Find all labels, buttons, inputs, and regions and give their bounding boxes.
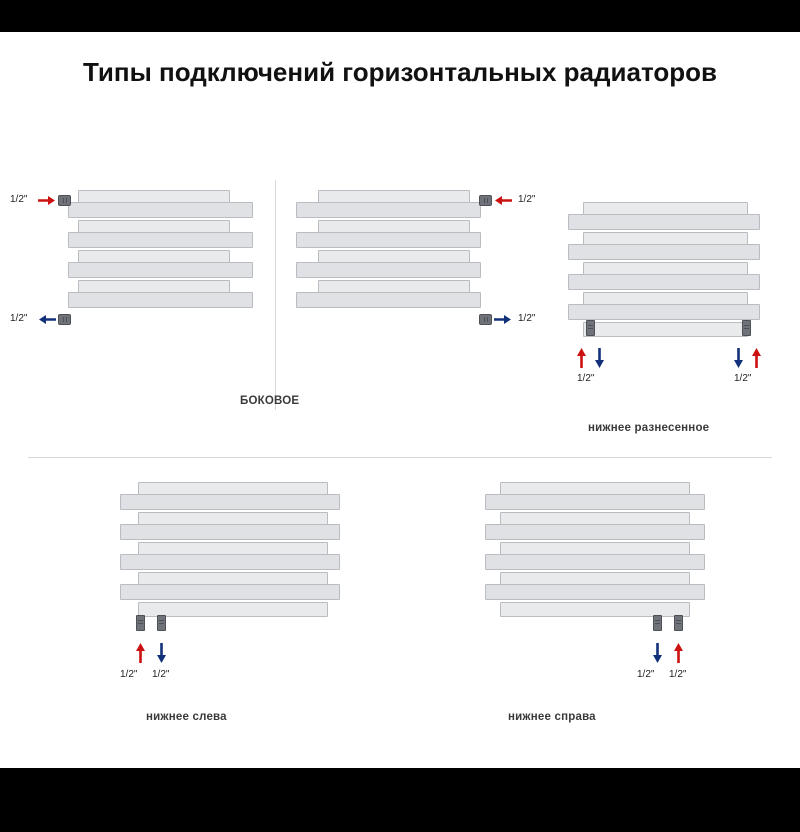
radiator-bar (485, 584, 705, 600)
caption-bottom-right: нижнее справа (508, 711, 596, 723)
flow-arrow-down-blue (652, 643, 663, 663)
radiator-bar (485, 554, 705, 570)
radiator-bar (485, 524, 705, 540)
radiator-bar (485, 494, 705, 510)
size-label: 1/2" (734, 373, 752, 384)
size-label: 1/2" (577, 373, 595, 384)
size-label: 1/2" (669, 669, 687, 680)
caption-bottom-split: нижнее разнесенное (588, 422, 710, 434)
size-label: 1/2" (518, 194, 536, 205)
caption-side: БОКОВОЕ (240, 395, 300, 407)
page-title: Типы подключений горизонтальных радиаторов (83, 57, 717, 87)
diagram-sheet (0, 32, 800, 768)
connector-stub (653, 615, 662, 631)
flow-arrow-up-red (673, 643, 684, 663)
size-label: 1/2" (518, 313, 536, 324)
radiator-bottom-right (0, 32, 800, 832)
size-label: 1/2" (10, 194, 28, 205)
size-label: 1/2" (10, 313, 28, 324)
connector-stub (674, 615, 683, 631)
size-label: 1/2" (152, 669, 170, 680)
caption-bottom-left: нижнее слева (146, 711, 227, 723)
size-label: 1/2" (637, 669, 655, 680)
size-label: 1/2" (120, 669, 138, 680)
